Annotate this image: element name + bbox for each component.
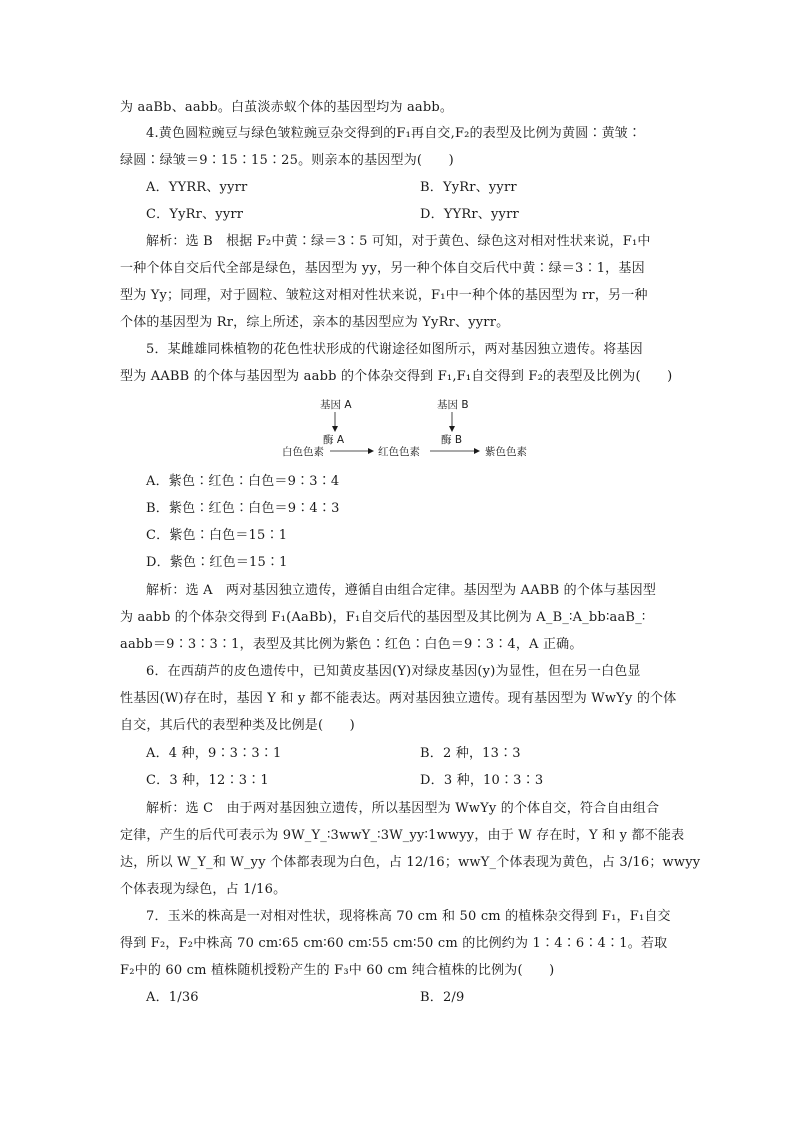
q6-option-b: B．2 种，13∶3 — [420, 746, 521, 761]
q6-option-a: A．4 种，9∶3∶3∶1 — [146, 746, 282, 761]
q6-explanation: 达，所以 W_Y_和 W_yy 个体都表现为白色，占 12/16；wwY_个体表现为黄色，占 3/16；wwyy — [120, 855, 701, 870]
gene-b-label: 基因 B — [437, 399, 469, 411]
arrowhead — [449, 426, 455, 432]
white-pigment: 白色色素 — [282, 446, 324, 458]
q4-explanation: 解析：选 B 根据 F₂中黄∶绿＝3∶5 可知，对于黄色、绿色这对相对性状来说，F₁中 — [146, 234, 651, 249]
question-6-stem: 6．在西葫芦的皮色遗传中，已知黄皮基因(Y)对绿皮基因(y)为显性，但在另一白色显 — [146, 664, 641, 679]
q4-explanation: 型为 Yy；同理，对于圆粒、皱粒这对相对性状来说，F₁中一种个体的基因型为 rr，另一种 — [120, 288, 648, 303]
q4-option-b: B．YyRr、yyrr — [420, 180, 517, 195]
q5-explanation: 解析：选 A 两对基因独立遗传，遵循自由组合定律。基因型为 AABB 的个体与基因型 — [146, 583, 657, 598]
q5-option-b: B．紫色∶红色∶白色＝9∶4∶3 — [146, 501, 340, 516]
q5-explanation: aabb＝9∶3∶3∶1，表型及其比例为紫色∶红色∶白色＝9∶3∶4，A 正确。 — [120, 637, 583, 652]
question-6-stem: 性基因(W)存在时，基因 Y 和 y 都不能表达。两对基因独立遗传。现有基因型为 WwYy 的个体 — [120, 691, 677, 706]
q5-explanation: 为 aabb 的个体杂交得到 F₁(AaBb)，F₁自交后代的基因型及其比例为 A_B_∶A_bb∶aaB_∶ — [120, 610, 646, 625]
arrowhead — [332, 426, 338, 432]
enzyme-b-label: 酶 B — [441, 434, 463, 446]
purple-pigment: 紫色色素 — [485, 446, 527, 458]
gene-a-label: 基因 A — [320, 399, 352, 411]
q4-explanation: 一种个体自交后代全部是绿色，基因型为 yy，另一种个体自交后代中黄∶绿＝3∶1，基因 — [120, 261, 645, 276]
red-pigment: 红色色素 — [378, 446, 420, 458]
q4-explanation: 个体的基因型为 Rr，综上所述，亲本的基因型应为 YyRr、yyrr。 — [120, 315, 510, 330]
q4-option-c: C．YyRr、yyrr — [146, 207, 244, 222]
q7-option-a: A．1/36 — [146, 990, 199, 1005]
text-line: 为 aaBb、aabb。白茧淡赤蚁个体的基因型均为 aabb。 — [120, 100, 454, 115]
metabolic-pathway-diagram — [280, 395, 580, 465]
q6-explanation: 解析：选 C 由于两对基因独立遗传，所以基因型为 WwYy 的个体自交，符合自由组合 — [146, 801, 660, 816]
question-5-stem: 5．某雌雄同株植物的花色性状形成的代谢途径如图所示，两对基因独立遗传。将基因 — [146, 342, 643, 357]
q6-explanation: 定律，产生的后代可表示为 9W_Y_∶3wwY_∶3W_yy∶1wwyy，由于 W 存在时，Y 和 y 都不能表 — [120, 828, 685, 843]
question-6-stem: 自交，其后代的表型种类及比例是( ) — [120, 718, 355, 733]
question-7-stem: 7．玉米的株高是一对相对性状，现将株高 70 cm 和 50 cm 的植株杂交得到 F₁，F₁自交 — [146, 909, 671, 924]
q5-option-d: D．紫色∶红色＝15∶1 — [146, 555, 288, 570]
q5-option-a: A．紫色∶红色∶白色＝9∶3∶4 — [146, 474, 340, 489]
q4-option-a: A．YYRR、yyrr — [146, 180, 248, 195]
q6-explanation: 个体表现为绿色，占 1/16。 — [120, 882, 287, 897]
question-4-stem: 绿圆∶绿皱＝9∶15∶15∶25。则亲本的基因型为( ) — [120, 153, 454, 168]
q4-option-d: D．YYRr、yyrr — [420, 207, 519, 222]
question-5-stem: 型为 AABB 的个体与基因型为 aabb 的个体杂交得到 F₁,F₁自交得到 F₂的表型及比例为( ) — [120, 369, 673, 384]
question-4-stem: 4.黄色圆粒豌豆与绿色皱粒豌豆杂交得到的F₁再自交,F₂的表型及比例为黄圆∶黄皱∶ — [146, 126, 642, 141]
arrowhead — [368, 448, 374, 454]
arrowhead — [474, 448, 480, 454]
q6-option-c: C．3 种，12∶3∶1 — [146, 773, 269, 788]
enzyme-a-label: 酶 A — [323, 434, 345, 446]
question-7-stem: F₂中的 60 cm 植株随机授粉产生的 F₃中 60 cm 纯合植株的比例为( ) — [120, 963, 555, 978]
question-7-stem: 得到 F₂，F₂中株高 70 cm∶65 cm∶60 cm∶55 cm∶50 cm 的比例约为 1∶4∶6∶4∶1。若取 — [120, 936, 668, 951]
q6-option-d: D．3 种，10∶3∶3 — [420, 773, 544, 788]
q7-option-b: B．2/9 — [420, 990, 465, 1005]
q5-option-c: C．紫色∶白色＝15∶1 — [146, 528, 288, 543]
